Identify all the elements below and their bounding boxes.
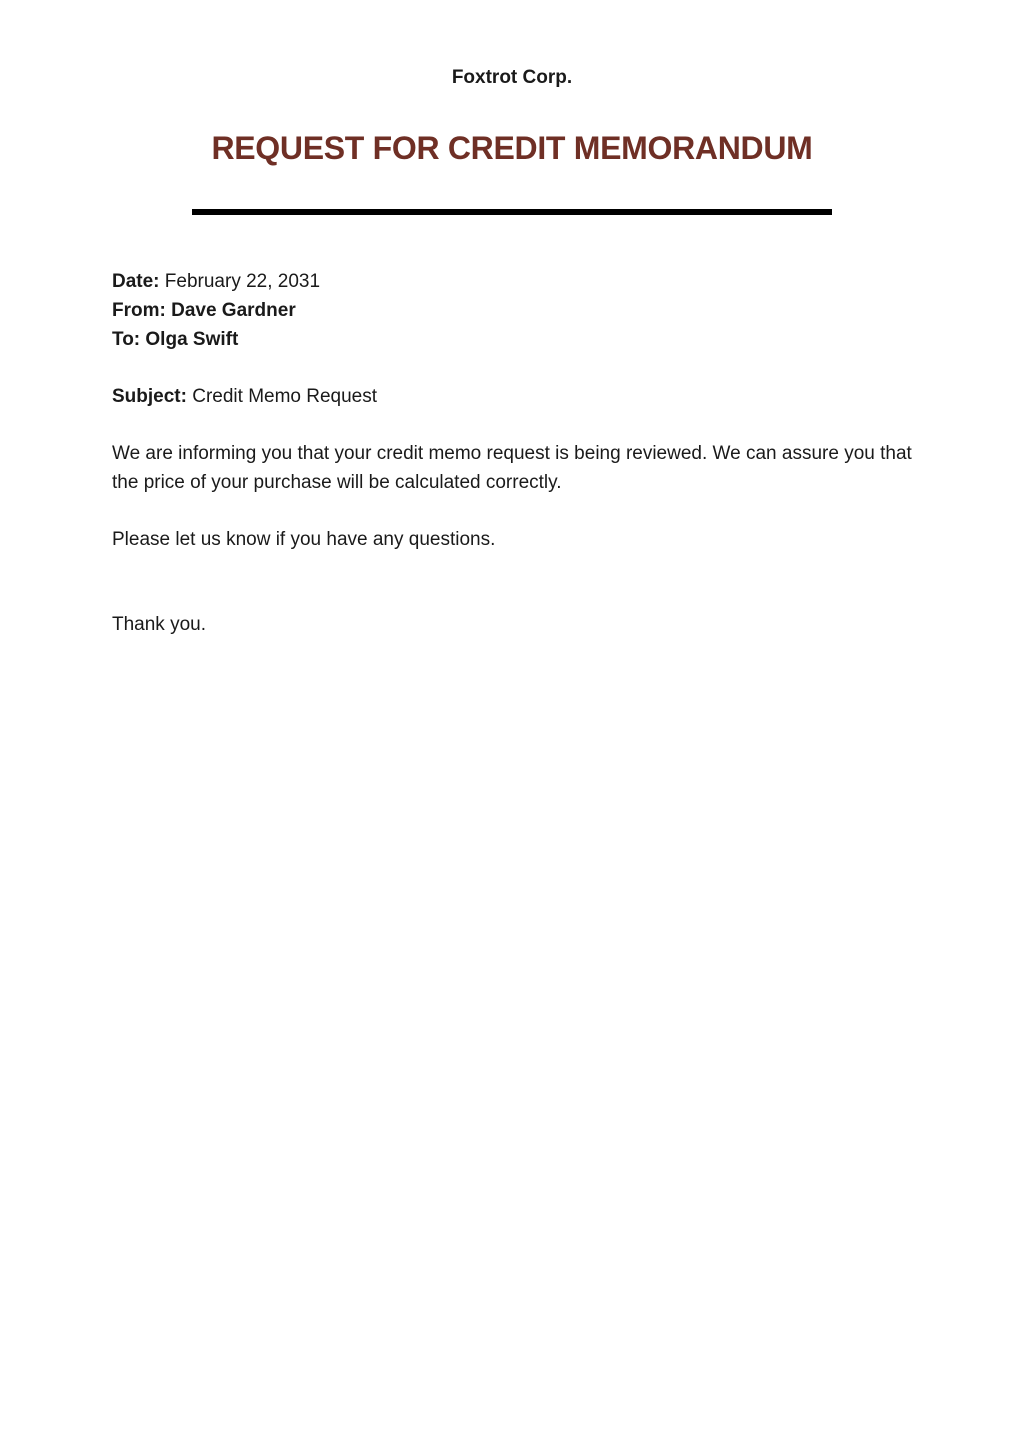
closing-line: Thank you.	[112, 614, 206, 635]
spacer	[112, 354, 917, 382]
date-line	[112, 267, 917, 296]
spacer	[112, 497, 917, 525]
to-line: To: Olga Swift	[112, 329, 239, 350]
body-paragraph: We are informing you that your credit memo request is being reviewed. We can assure you that the price of your purchase will be calculated correctly.	[112, 443, 912, 493]
spacer	[112, 554, 917, 610]
subject-line	[112, 382, 917, 411]
document-title: REQUEST FOR CREDIT MEMORANDUM	[211, 130, 813, 166]
from-line: From: Dave Gardner	[112, 300, 296, 321]
memo-body	[112, 267, 917, 639]
subject-value: Credit Memo Request	[192, 386, 378, 407]
subject-label: Subject:	[112, 386, 187, 407]
date-label: Date:	[112, 271, 160, 292]
company-name: Foxtrot Corp.	[451, 67, 573, 88]
spacer	[112, 411, 917, 439]
body-paragraph: Please let us know if you have any questions.	[112, 529, 496, 550]
date-value: February 22, 2031	[164, 271, 321, 292]
title-divider	[192, 209, 832, 215]
